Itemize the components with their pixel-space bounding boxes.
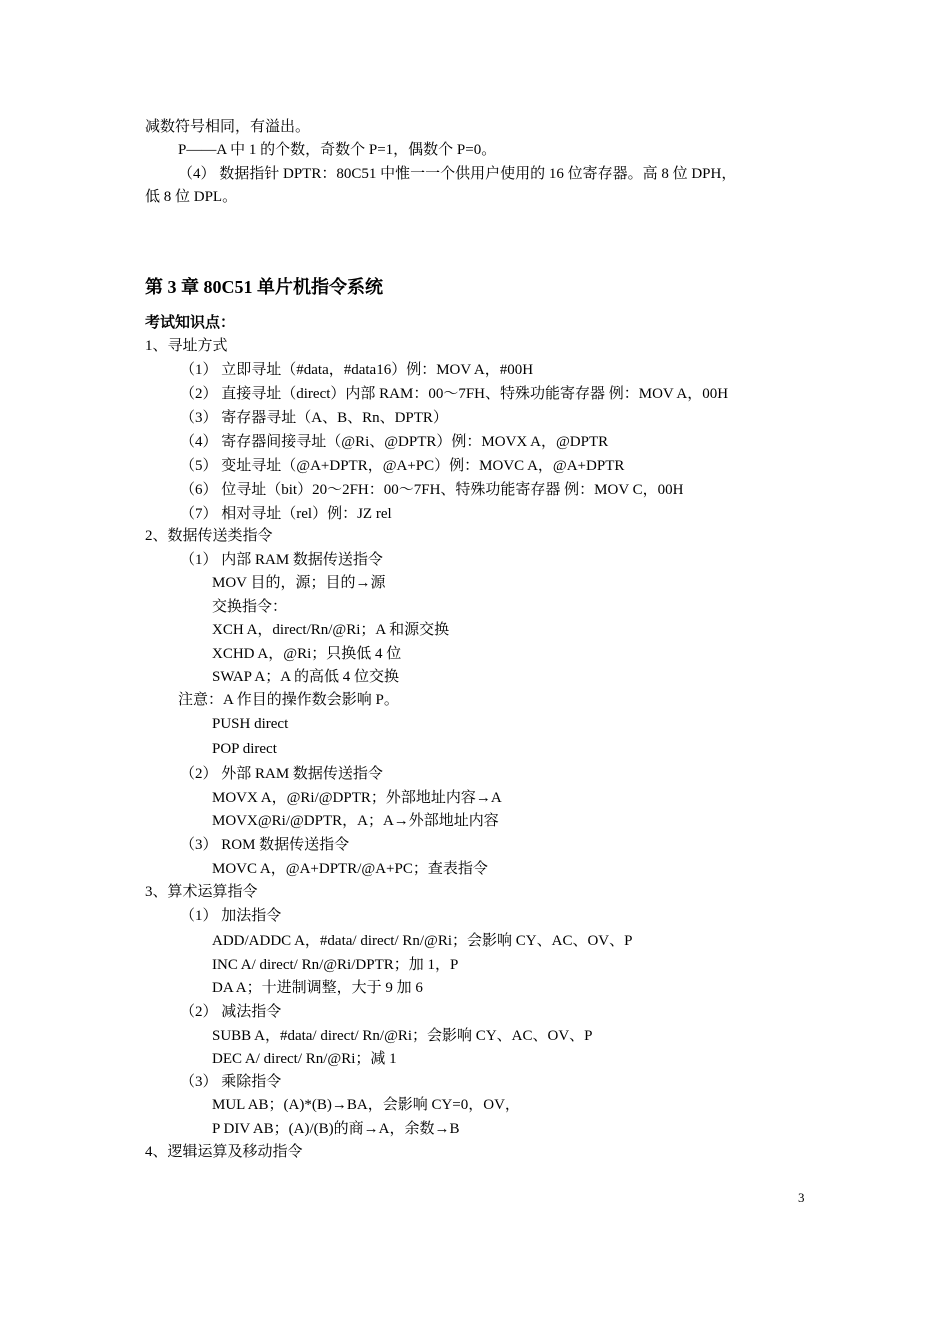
section-2-sub-2: （2） 外部 RAM 数据传送指令 (180, 766, 383, 782)
chapter-title: 第 3 章 80C51 单片机指令系统 (145, 277, 383, 297)
section-2-note: 注意：A 作目的操作数会影响 P。 (178, 692, 399, 708)
section-2-sub-1-line: SWAP A；A 的高低 4 位交换 (212, 669, 399, 685)
section-1-item: （5） 变址寻址（@A+DPTR，@A+PC）例：MOVC A，@A+DPTR (180, 458, 625, 474)
intro-line-1: 减数符号相同，有溢出。 (145, 119, 311, 135)
section-3-sub-1-line: ADD/ADDC A，#data/ direct/ Rn/@Ri；会影响 CY、AC、OV、P (212, 933, 633, 949)
section-2-sub-3: （3） ROM 数据传送指令 (180, 837, 350, 853)
section-2-sub-2-line: MOVX@Ri/@DPTR，A；A→外部地址内容 (212, 813, 499, 829)
section-2-sub-1: （1） 内部 RAM 数据传送指令 (180, 552, 383, 568)
section-3-sub-2-line: SUBB A，#data/ direct/ Rn/@Ri；会影响 CY、AC、OV、P (212, 1028, 593, 1044)
section-1-item: （6） 位寻址（bit）20～2FH：00～7FH、特殊功能寄存器 例：MOV C，00H (180, 482, 684, 498)
section-3-sub-2-line: DEC A/ direct/ Rn/@Ri；减 1 (212, 1051, 397, 1067)
chapter-subtitle: 考试知识点： (145, 315, 236, 331)
section-2-sub-2-line: MOVX A，@Ri/@DPTR；外部地址内容→A (212, 790, 502, 806)
section-4-title: 4、逻辑运算及移动指令 (145, 1144, 303, 1160)
section-3-sub-3-line: MUL AB；(A)*(B)→BA，会影响 CY=0，OV， (212, 1097, 520, 1113)
intro-line-4: 低 8 位 DPL。 (145, 189, 238, 205)
intro-line-3: （4） 数据指针 DPTR：80C51 中惟一一个供用户使用的 16 位寄存器。高 8 位 DPH， (178, 166, 737, 182)
section-1-title: 1、寻址方式 (145, 338, 228, 354)
section-1-item: （4） 寄存器间接寻址（@Ri、@DPTR）例：MOVX A，@DPTR (180, 434, 609, 450)
section-3-title: 3、算术运算指令 (145, 884, 258, 900)
intro-line-2: P——A 中 1 的个数，奇数个 P=1，偶数个 P=0。 (178, 142, 497, 158)
section-3-sub-1-line: INC A/ direct/ Rn/@Ri/DPTR；加 1，P (212, 957, 459, 973)
section-3-sub-2: （2） 减法指令 (180, 1004, 282, 1020)
section-2-sub-1-line: XCHD A，@Ri；只换低 4 位 (212, 646, 402, 662)
section-1-item: （2） 直接寻址（direct）内部 RAM：00～7FH、特殊功能寄存器 例：MOV A，00H (180, 386, 729, 402)
section-1-item: （3） 寄存器寻址（A、B、Rn、DPTR） (180, 410, 448, 426)
section-2-title: 2、数据传送类指令 (145, 528, 273, 544)
section-3-sub-1: （1） 加法指令 (180, 908, 282, 924)
section-3-sub-1-line: DA A；十进制调整，大于 9 加 6 (212, 980, 423, 996)
section-2-sub-1-line: XCH A，direct/Rn/@Ri；A 和源交换 (212, 622, 450, 638)
section-2-stack-line: POP direct (212, 741, 277, 757)
section-1-item: （1） 立即寻址（#data，#data16）例：MOV A，#00H (180, 362, 534, 378)
page-number: 3 (798, 1190, 805, 1205)
section-2-sub-1-line: 交换指令： (212, 599, 288, 615)
section-1-item: （7） 相对寻址（rel）例：JZ rel (180, 506, 392, 522)
section-3-sub-3: （3） 乘除指令 (180, 1074, 282, 1090)
section-2-sub-3-line: MOVC A，@A+DPTR/@A+PC；查表指令 (212, 861, 488, 877)
section-2-sub-1-line: MOV 目的，源；目的→源 (212, 575, 386, 591)
section-2-stack-line: PUSH direct (212, 716, 289, 732)
section-3-sub-3-line: P DIV AB；(A)/(B)的商→A，余数→B (212, 1121, 460, 1137)
